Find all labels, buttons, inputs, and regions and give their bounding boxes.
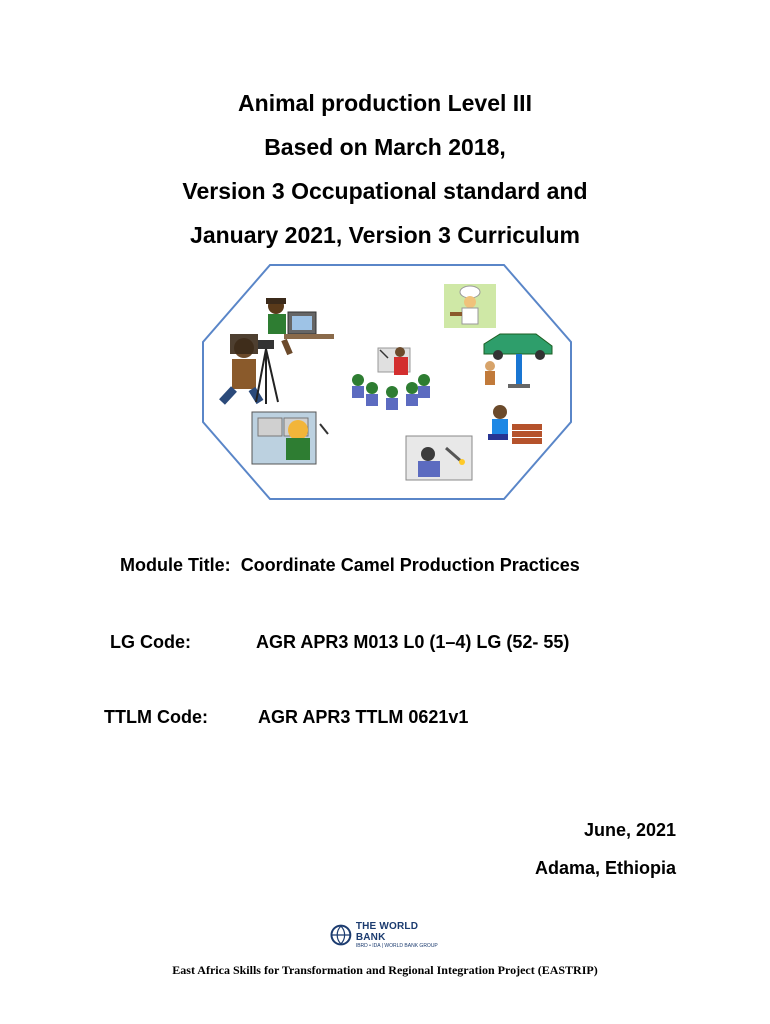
chef-icon [444,284,496,328]
ttlm-code-label: TTLM Code: [104,707,208,727]
lg-code-value: AGR APR3 M013 L0 (1–4) LG (52- 55) [256,632,570,652]
module-title-value: Coordinate Camel Production Practices [240,555,580,575]
logo-name: THE WORLD BANK [355,921,419,943]
publication-place: Adama, Ethiopia [534,858,676,878]
logo-subtitle: IBRD • IDA | WORLD BANK GROUP [355,943,438,949]
lg-code-label: LG Code: [110,632,191,652]
occupations-clipart-octagon [200,262,574,502]
footer-project-name: East Africa Skills for Transformation and Regional Integration Project (EASTRIP) [172,963,598,977]
title-line-1: Animal production Level III [238,90,532,116]
module-title-label: Module Title: [120,555,231,575]
welder-icon [406,436,472,480]
world-bank-logo [330,922,450,948]
title-line-3: Version 3 Occupational standard and [182,178,588,204]
publication-date: June, 2021 [583,820,676,840]
title-line-4: January 2021, Version 3 Curriculum [190,222,580,248]
module-title-row [120,554,580,576]
ttlm-code-value: AGR APR3 TTLM 0621v1 [258,707,469,727]
globe-icon [330,924,352,946]
title-line-2: Based on March 2018, [264,134,506,160]
